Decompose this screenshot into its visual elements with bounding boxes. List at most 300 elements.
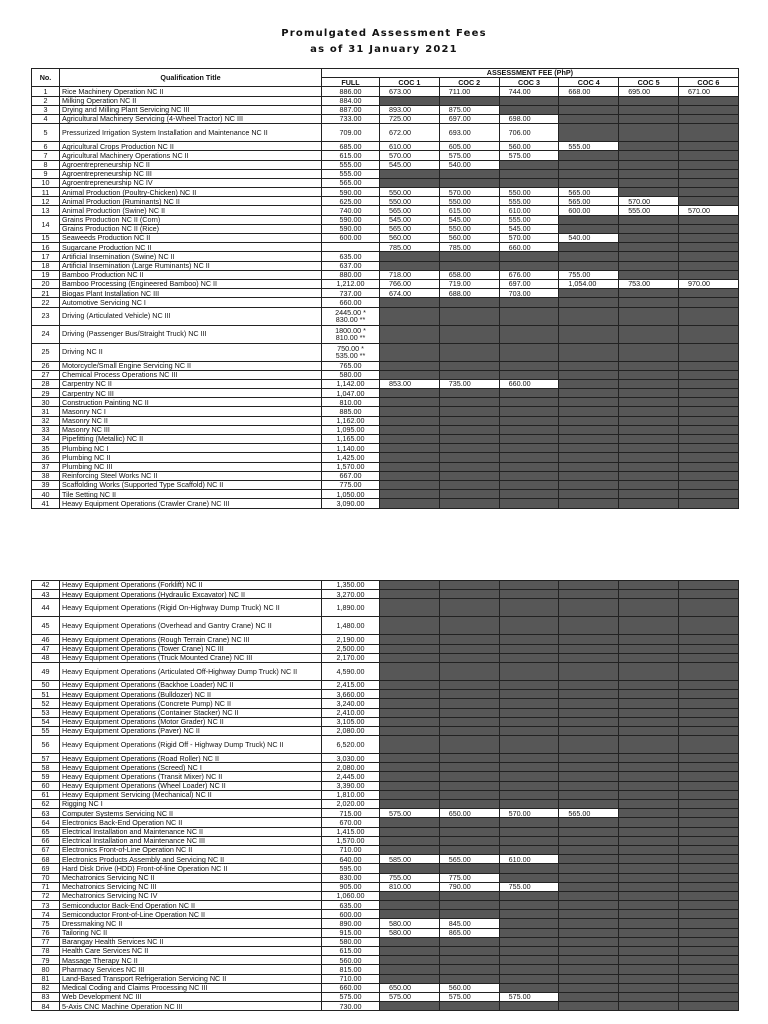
qualification-title: Heavy Equipment Operations (Rigid On-Highway Dump Truck) NC II — [60, 599, 322, 617]
unavailable-cell — [380, 763, 440, 772]
unavailable-cell — [559, 407, 619, 416]
unavailable-cell — [559, 864, 619, 873]
row-number: 53 — [32, 708, 60, 717]
row-number: 2 — [32, 96, 60, 105]
table-row — [32, 772, 739, 781]
row-number: 4 — [32, 114, 60, 123]
full-fee: 1,425.00 — [322, 453, 380, 462]
qualification-title: Driving (Passenger Bus/Straight Truck) NC III — [60, 325, 322, 343]
table-row — [32, 480, 739, 489]
qualification-title: Heavy Equipment Operations (Tower Crane) NC III — [60, 644, 322, 653]
qualification-title: Scaffolding Works (Supported Type Scaffold) NC II — [60, 480, 322, 489]
unavailable-cell — [439, 845, 499, 854]
unavailable-cell — [439, 389, 499, 398]
unavailable-cell — [499, 425, 559, 434]
row-number: 71 — [32, 882, 60, 891]
unavailable-cell — [499, 105, 559, 114]
unavailable-cell — [439, 974, 499, 983]
unavailable-cell — [678, 379, 738, 388]
coc-fee: 673.00 — [380, 87, 440, 96]
unavailable-cell — [499, 827, 559, 836]
row-number: 10 — [32, 178, 60, 187]
unavailable-cell — [678, 827, 738, 836]
unavailable-cell — [499, 928, 559, 937]
unavailable-cell — [380, 307, 440, 325]
coc-fee: 755.00 — [499, 882, 559, 891]
unavailable-cell — [619, 151, 679, 160]
qualification-title: Construction Painting NC II — [60, 398, 322, 407]
unavailable-cell — [678, 105, 738, 114]
unavailable-cell — [559, 617, 619, 635]
row-number: 30 — [32, 398, 60, 407]
unavailable-cell — [678, 416, 738, 425]
row-number: 78 — [32, 947, 60, 956]
unavailable-cell — [619, 124, 679, 142]
full-fee: 2,445.00 — [322, 772, 380, 781]
unavailable-cell — [619, 398, 679, 407]
unavailable-cell — [380, 680, 440, 689]
unavailable-cell — [619, 425, 679, 434]
full-fee: 1,890.00 — [322, 599, 380, 617]
coc-fee: 580.00 — [380, 928, 440, 937]
unavailable-cell — [439, 800, 499, 809]
unavailable-cell — [439, 471, 499, 480]
qualification-title: Semiconductor Back-End Operation NC II — [60, 901, 322, 910]
unavailable-cell — [439, 425, 499, 434]
coc-fee: 565.00 — [439, 855, 499, 864]
unavailable-cell — [559, 398, 619, 407]
qualification-title: Dressmaking NC II — [60, 919, 322, 928]
full-fee: 2,190.00 — [322, 635, 380, 644]
unavailable-cell — [559, 105, 619, 114]
unavailable-cell — [380, 325, 440, 343]
full-fee: 730.00 — [322, 1002, 380, 1011]
unavailable-cell — [619, 992, 679, 1001]
unavailable-cell — [439, 717, 499, 726]
unavailable-cell — [619, 444, 679, 453]
coc-fee: 550.00 — [439, 224, 499, 233]
full-fee: 560.00 — [322, 956, 380, 965]
qualification-title: Masonry NC I — [60, 407, 322, 416]
full-fee: 1,162.00 — [322, 416, 380, 425]
table-row — [32, 243, 739, 252]
coc-fee: 565.00 — [559, 809, 619, 818]
table-row — [32, 680, 739, 689]
unavailable-cell — [678, 690, 738, 699]
unavailable-cell — [439, 325, 499, 343]
full-fee: 635.00 — [322, 901, 380, 910]
qualification-title: Heavy Equipment Servicing (Mechanical) NC II — [60, 790, 322, 799]
full-fee: 575.00 — [322, 992, 380, 1001]
unavailable-cell — [619, 1002, 679, 1011]
unavailable-cell — [439, 726, 499, 735]
full-fee: 3,090.00 — [322, 499, 380, 508]
unavailable-cell — [380, 178, 440, 187]
coc-fee: 668.00 — [559, 87, 619, 96]
full-fee: 1,350.00 — [322, 581, 380, 590]
qualification-title: Heavy Equipment Operations (Paver) NC II — [60, 726, 322, 735]
unavailable-cell — [380, 635, 440, 644]
unavailable-cell — [559, 635, 619, 644]
unavailable-cell — [499, 956, 559, 965]
full-fee: 810.00 — [322, 398, 380, 407]
unavailable-cell — [439, 956, 499, 965]
unavailable-cell — [439, 581, 499, 590]
unavailable-cell — [439, 307, 499, 325]
unavailable-cell — [559, 800, 619, 809]
row-number: 34 — [32, 435, 60, 444]
table-row — [32, 407, 739, 416]
unavailable-cell — [559, 416, 619, 425]
unavailable-cell — [380, 818, 440, 827]
unavailable-cell — [499, 763, 559, 772]
unavailable-cell — [559, 965, 619, 974]
coc-fee: 565.00 — [559, 188, 619, 197]
unavailable-cell — [439, 662, 499, 680]
unavailable-cell — [619, 114, 679, 123]
row-number: 69 — [32, 864, 60, 873]
full-fee: 733.00 — [322, 114, 380, 123]
table-row — [32, 462, 739, 471]
unavailable-cell — [499, 1002, 559, 1011]
row-number: 6 — [32, 142, 60, 151]
coc-fee: 735.00 — [439, 379, 499, 388]
unavailable-cell — [439, 864, 499, 873]
full-fee: 625.00 — [322, 197, 380, 206]
table-row — [32, 974, 739, 983]
unavailable-cell — [619, 215, 679, 224]
unavailable-cell — [619, 882, 679, 891]
full-fee: 709.00 — [322, 124, 380, 142]
unavailable-cell — [559, 252, 619, 261]
row-number: 28 — [32, 379, 60, 388]
unavailable-cell — [439, 736, 499, 754]
unavailable-cell — [559, 901, 619, 910]
unavailable-cell — [559, 114, 619, 123]
unavailable-cell — [559, 178, 619, 187]
unavailable-cell — [559, 343, 619, 361]
row-number: 32 — [32, 416, 60, 425]
unavailable-cell — [559, 983, 619, 992]
coc-fee: 565.00 — [380, 206, 440, 215]
qualification-title: Barangay Health Services NC II — [60, 937, 322, 946]
unavailable-cell — [678, 325, 738, 343]
unavailable-cell — [439, 416, 499, 425]
full-fee — [322, 243, 380, 252]
unavailable-cell — [559, 599, 619, 617]
full-fee: 1,570.00 — [322, 462, 380, 471]
unavailable-cell — [678, 480, 738, 489]
table-row — [32, 717, 739, 726]
unavailable-cell — [559, 124, 619, 142]
coc-fee: 615.00 — [439, 206, 499, 215]
unavailable-cell — [559, 736, 619, 754]
full-fee: 830.00 — [322, 873, 380, 882]
coc-fee: 545.00 — [380, 215, 440, 224]
table-row — [32, 928, 739, 937]
table-row — [32, 581, 739, 590]
unavailable-cell — [678, 444, 738, 453]
table-row — [32, 947, 739, 956]
row-number: 59 — [32, 772, 60, 781]
full-fee: 884.00 — [322, 96, 380, 105]
qualification-title: Electrical Installation and Maintenance NC II — [60, 827, 322, 836]
unavailable-cell — [678, 169, 738, 178]
full-fee: 660.00 — [322, 298, 380, 307]
coc-fee: 706.00 — [499, 124, 559, 142]
header-col-coc-1: COC 1 — [380, 78, 440, 87]
row-number: 70 — [32, 873, 60, 882]
table-row — [32, 644, 739, 653]
full-fee: 590.00 — [322, 215, 380, 224]
unavailable-cell — [619, 717, 679, 726]
unavailable-cell — [380, 827, 440, 836]
unavailable-cell — [499, 581, 559, 590]
unavailable-cell — [619, 947, 679, 956]
coc-fee: 560.00 — [439, 983, 499, 992]
unavailable-cell — [559, 726, 619, 735]
unavailable-cell — [380, 662, 440, 680]
unavailable-cell — [678, 726, 738, 735]
unavailable-cell — [678, 717, 738, 726]
unavailable-cell — [499, 307, 559, 325]
unavailable-cell — [678, 307, 738, 325]
row-number: 50 — [32, 680, 60, 689]
unavailable-cell — [619, 499, 679, 508]
full-fee: 1,212.00 — [322, 279, 380, 288]
unavailable-cell — [559, 307, 619, 325]
unavailable-cell — [380, 96, 440, 105]
full-fee: 710.00 — [322, 974, 380, 983]
unavailable-cell — [678, 499, 738, 508]
row-number: 18 — [32, 261, 60, 270]
table-row — [32, 901, 739, 910]
qualification-title: Pipefitting (Metallic) NC II — [60, 435, 322, 444]
coc-fee: 575.00 — [380, 992, 440, 1001]
unavailable-cell — [559, 836, 619, 845]
unavailable-cell — [380, 864, 440, 873]
unavailable-cell — [380, 781, 440, 790]
coc-fee: 600.00 — [559, 206, 619, 215]
unavailable-cell — [499, 453, 559, 462]
table-row — [32, 261, 739, 270]
unavailable-cell — [559, 947, 619, 956]
coc-fee: 570.00 — [439, 188, 499, 197]
unavailable-cell — [439, 635, 499, 644]
unavailable-cell — [499, 873, 559, 882]
table-row — [32, 435, 739, 444]
unavailable-cell — [559, 581, 619, 590]
table-row — [32, 178, 739, 187]
full-fee: 670.00 — [322, 818, 380, 827]
qualification-title: Heavy Equipment Operations (Truck Mounted Crane) NC III — [60, 653, 322, 662]
unavailable-cell — [619, 252, 679, 261]
qualification-title: Heavy Equipment Operations (Overhead and Gantry Crane) NC II — [60, 617, 322, 635]
table-row — [32, 224, 739, 233]
unavailable-cell — [499, 919, 559, 928]
table-row — [32, 361, 739, 370]
table-row — [32, 425, 739, 434]
coc-fee: 753.00 — [619, 279, 679, 288]
row-number: 7 — [32, 151, 60, 160]
full-fee: 885.00 — [322, 407, 380, 416]
unavailable-cell — [380, 261, 440, 270]
unavailable-cell — [678, 763, 738, 772]
unavailable-cell — [499, 680, 559, 689]
unavailable-cell — [559, 590, 619, 599]
qualification-title: Hard Disk Drive (HDD) Front-of-line Operation NC II — [60, 864, 322, 873]
qualification-title: Mechatronics Servicing NC III — [60, 882, 322, 891]
unavailable-cell — [439, 947, 499, 956]
full-fee: 565.00 — [322, 178, 380, 187]
qualification-title: Grains Production NC II (Rice) — [60, 224, 322, 233]
unavailable-cell — [499, 325, 559, 343]
unavailable-cell — [678, 215, 738, 224]
row-number: 61 — [32, 790, 60, 799]
coc-fee: 1,054.00 — [559, 279, 619, 288]
coc-fee: 575.00 — [439, 151, 499, 160]
row-number: 62 — [32, 800, 60, 809]
unavailable-cell — [619, 781, 679, 790]
unavailable-cell — [559, 325, 619, 343]
table-row — [32, 662, 739, 680]
row-number: 12 — [32, 197, 60, 206]
coc-fee: 660.00 — [499, 379, 559, 388]
table-row — [32, 910, 739, 919]
qualification-title: Grains Production NC II (Corn) — [60, 215, 322, 224]
unavailable-cell — [499, 444, 559, 453]
unavailable-cell — [380, 845, 440, 854]
table-row — [32, 726, 739, 735]
unavailable-cell — [380, 617, 440, 635]
unavailable-cell — [619, 343, 679, 361]
unavailable-cell — [380, 361, 440, 370]
qualification-title: Chemical Process Operations NC III — [60, 370, 322, 379]
unavailable-cell — [678, 617, 738, 635]
full-fee-line-2: 810.00 ** — [335, 333, 366, 342]
unavailable-cell — [619, 864, 679, 873]
unavailable-cell — [380, 708, 440, 717]
unavailable-cell — [380, 717, 440, 726]
unavailable-cell — [499, 901, 559, 910]
full-fee — [322, 325, 380, 343]
coc-fee: 545.00 — [380, 160, 440, 169]
table-row — [32, 160, 739, 169]
unavailable-cell — [439, 96, 499, 105]
unavailable-cell — [678, 261, 738, 270]
unavailable-cell — [559, 818, 619, 827]
unavailable-cell — [380, 956, 440, 965]
unavailable-cell — [380, 599, 440, 617]
coc-fee: 676.00 — [499, 270, 559, 279]
full-fee: 580.00 — [322, 937, 380, 946]
unavailable-cell — [439, 435, 499, 444]
unavailable-cell — [619, 937, 679, 946]
unavailable-cell — [380, 453, 440, 462]
table-row — [32, 499, 739, 508]
unavailable-cell — [619, 708, 679, 717]
table-row — [32, 781, 739, 790]
unavailable-cell — [619, 662, 679, 680]
unavailable-cell — [619, 873, 679, 882]
unavailable-cell — [380, 690, 440, 699]
table-row — [32, 635, 739, 644]
qualification-title: Heavy Equipment Operations (Wheel Loader) NC II — [60, 781, 322, 790]
qualification-title: Seaweeds Production NC II — [60, 234, 322, 243]
full-fee-line-1: 2445.00 * — [335, 307, 366, 317]
row-number: 60 — [32, 781, 60, 790]
row-number: 29 — [32, 389, 60, 398]
unavailable-cell — [559, 928, 619, 937]
table-row — [32, 298, 739, 307]
coc-fee: 575.00 — [439, 992, 499, 1001]
coc-fee: 545.00 — [439, 215, 499, 224]
unavailable-cell — [678, 398, 738, 407]
unavailable-cell — [380, 389, 440, 398]
full-fee: 715.00 — [322, 809, 380, 818]
coc-fee: 785.00 — [380, 243, 440, 252]
unavailable-cell — [499, 361, 559, 370]
unavailable-cell — [619, 891, 679, 900]
unavailable-cell — [380, 435, 440, 444]
coc-fee: 725.00 — [380, 114, 440, 123]
row-number: 21 — [32, 289, 60, 298]
table-row — [32, 891, 739, 900]
unavailable-cell — [439, 901, 499, 910]
unavailable-cell — [559, 653, 619, 662]
coc-fee: 755.00 — [559, 270, 619, 279]
unavailable-cell — [439, 891, 499, 900]
unavailable-cell — [678, 462, 738, 471]
unavailable-cell — [499, 435, 559, 444]
row-number: 27 — [32, 370, 60, 379]
unavailable-cell — [619, 910, 679, 919]
unavailable-cell — [678, 243, 738, 252]
row-number: 11 — [32, 188, 60, 197]
unavailable-cell — [380, 398, 440, 407]
unavailable-cell — [499, 490, 559, 499]
full-fee: 815.00 — [322, 965, 380, 974]
unavailable-cell — [678, 680, 738, 689]
unavailable-cell — [380, 726, 440, 735]
unavailable-cell — [678, 151, 738, 160]
unavailable-cell — [499, 754, 559, 763]
qualification-title: Tailoring NC II — [60, 928, 322, 937]
table-row — [32, 398, 739, 407]
unavailable-cell — [678, 178, 738, 187]
unavailable-cell — [619, 790, 679, 799]
unavailable-cell — [619, 965, 679, 974]
full-fee: 640.00 — [322, 855, 380, 864]
unavailable-cell — [619, 289, 679, 298]
unavailable-cell — [678, 956, 738, 965]
unavailable-cell — [380, 370, 440, 379]
unavailable-cell — [678, 490, 738, 499]
unavailable-cell — [678, 855, 738, 864]
coc-fee: 695.00 — [619, 87, 679, 96]
unavailable-cell — [678, 891, 738, 900]
header-col-coc-4: COC 4 — [559, 78, 619, 87]
unavailable-cell — [559, 151, 619, 160]
unavailable-cell — [619, 407, 679, 416]
unavailable-cell — [499, 590, 559, 599]
unavailable-cell — [678, 581, 738, 590]
table-row — [32, 279, 739, 288]
unavailable-cell — [499, 818, 559, 827]
qualification-title: Heavy Equipment Operations (Transit Mixer) NC II — [60, 772, 322, 781]
unavailable-cell — [380, 480, 440, 489]
table-row — [32, 873, 739, 882]
